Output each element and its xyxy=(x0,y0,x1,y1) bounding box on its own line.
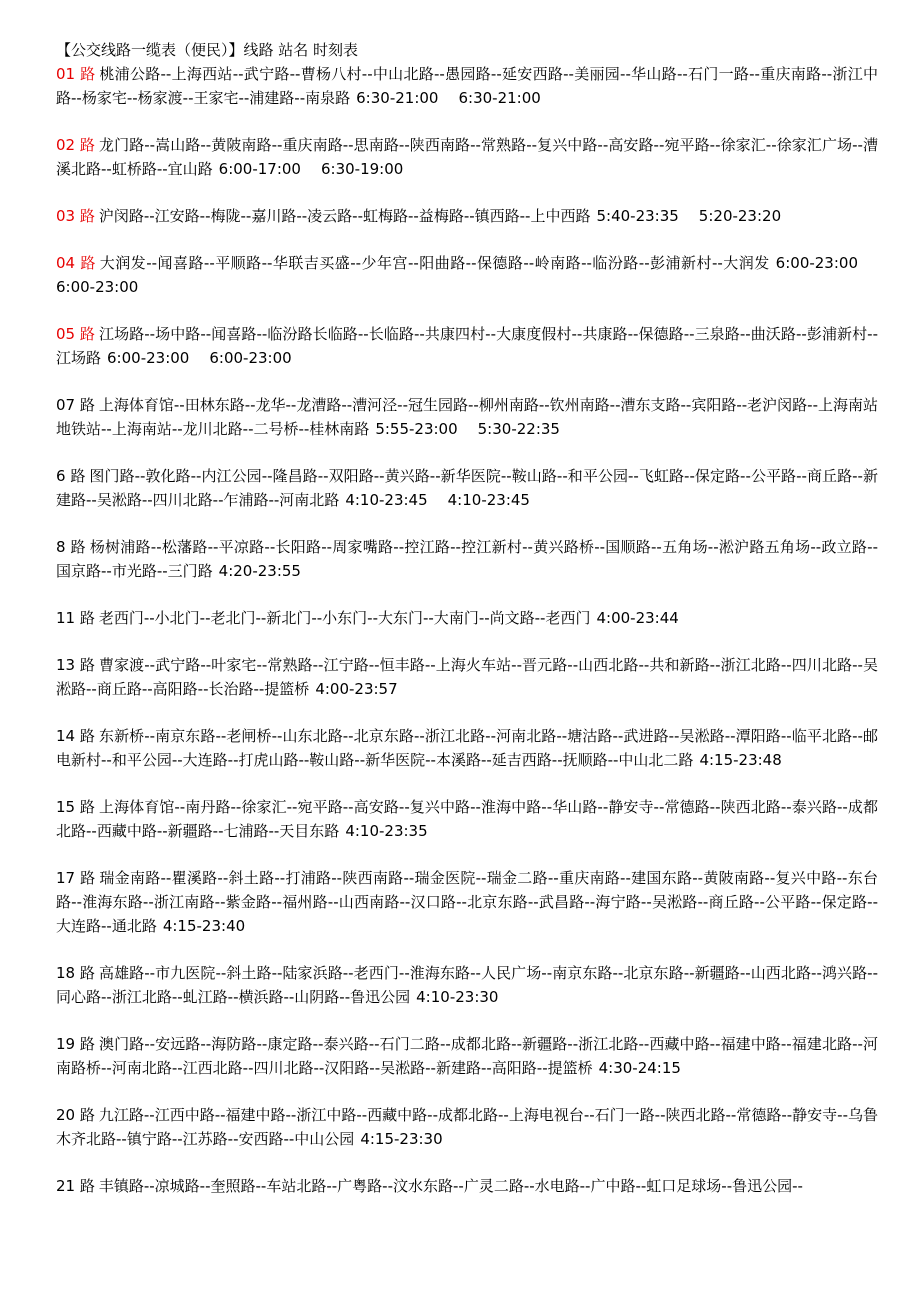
route-entry xyxy=(56,1174,878,1198)
route-entry xyxy=(56,133,878,181)
route-number: 02 路 xyxy=(56,136,96,154)
route-timetable: 6:30-21:00 xyxy=(458,89,541,107)
route-stops: 丰镇路--凉城路--奎照路--车站北路--广粤路--汶水东路--广灵二路--水电路--广中路--虹口足球场--鲁迅公园-- xyxy=(98,1177,803,1195)
route-stops: 上海体育馆--南丹路--徐家汇--宛平路--高安路--复兴中路--淮海中路--华山路--静安寺--常德路--陕西北路--泰兴路--成都北路--西藏中路--新疆路--七浦路--天目东路 xyxy=(56,798,878,840)
route-timetable: 6:00-23:00 xyxy=(209,349,292,367)
route-list xyxy=(56,62,878,1198)
route-timetable: 4:20-23:55 xyxy=(218,562,301,580)
route-entry xyxy=(56,393,878,441)
route-number: 05 路 xyxy=(56,325,96,343)
route-stops: 桃浦公路--上海西站--武宁路--曹杨八村--中山北路--愚园路--延安西路--美丽园--华山路--石门一路--重庆南路--浙江中路--杨家宅--杨家渡--王家宅--浦建路--南泉路 xyxy=(56,65,878,107)
route-stops: 上海体育馆--田林东路--龙华--龙漕路--漕河泾--冠生园路--柳州南路--钦州南路--漕东支路--宾阳路--老沪闵路--上海南站地铁站--上海南站--龙川北路--二号桥--桂林南路 xyxy=(56,396,878,438)
route-entry xyxy=(56,961,878,1009)
route-entry xyxy=(56,1032,878,1080)
route-number: 20 路 xyxy=(56,1106,95,1124)
route-stops: 东新桥--南京东路--老闸桥--山东北路--北京东路--浙江北路--河南北路--塘沽路--武进路--吴淞路--潭阳路--临平北路--邮电新村--和平公园--大连路--打虎山路--鞍山路--新华医院--本溪路--延吉西路--抚顺路--中山北二路 xyxy=(56,727,878,769)
route-timetable: 6:30-19:00 xyxy=(320,160,404,178)
route-entry xyxy=(56,795,878,843)
route-timetable: 5:40-23:35 xyxy=(596,207,679,225)
route-timetable: 6:30-21:00 xyxy=(356,89,439,107)
route-stops: 图门路--敦化路--内江公园--隆昌路--双阳路--黄兴路--新华医院--鞍山路--和平公园--飞虹路--保定路--公平路--商丘路--新建路--吴淞路--四川北路--乍浦路--河南北路 xyxy=(56,467,879,509)
route-timetable: 4:10-23:45 xyxy=(345,491,428,509)
route-number: 17 路 xyxy=(56,869,96,887)
route-stops: 瑞金南路--瞿溪路--斜土路--打浦路--陕西南路--瑞金医院--瑞金二路--重庆南路--建国东路--黄陂南路--复兴中路--东台路--淮海东路--浙江南路--紫金路--福州路--山西南路--汉口路--北京东路--武昌路--海宁路--吴淞路--商丘路--公平路--保定路--大连路--通北路 xyxy=(56,869,878,935)
route-timetable: 4:30-24:15 xyxy=(598,1059,681,1077)
route-stops: 高雄路--市九医院--斜土路--陆家浜路--老西门--淮海东路--人民广场--南京东路--北京东路--新疆路--山西北路--鸿兴路--同心路--浙江北路--虬江路--横浜路--山阴路--鲁迅公园 xyxy=(56,964,878,1006)
route-stops: 澳门路--安远路--海防路--康定路--泰兴路--石门二路--成都北路--新疆路--浙江北路--西藏中路--福建中路--福建北路--河南路桥--河南北路--江西北路--四川北路--汉阳路--吴淞路--新建路--高阳路--提篮桥 xyxy=(56,1035,878,1077)
route-timetable: 6:00-23:00 xyxy=(775,254,858,272)
route-entry xyxy=(56,1103,878,1151)
route-stops: 江场路--场中路--闻喜路--临汾路长临路--长临路--共康四村--大康度假村--共康路--保德路--三泉路--曲沃路--彭浦新村--江场路 xyxy=(56,325,878,367)
route-number: 21 路 xyxy=(56,1177,95,1195)
route-entry xyxy=(56,724,878,772)
route-timetable: 6:00-17:00 xyxy=(218,160,301,178)
route-number: 8 路 xyxy=(56,538,86,556)
route-timetable: 4:10-23:30 xyxy=(416,988,499,1006)
route-number: 11 路 xyxy=(56,609,95,627)
route-number: 01 路 xyxy=(56,65,96,83)
route-stops: 沪闵路--江安路--梅陇--嘉川路--凌云路--虹梅路--益梅路--镇西路--上中西路 xyxy=(98,207,591,225)
route-number: 15 路 xyxy=(56,798,96,816)
route-stops: 龙门路--嵩山路--黄陂南路--重庆南路--思南路--陕西南路--常熟路--复兴中路--高安路--宛平路--徐家汇--徐家汇广场--漕溪北路--虹桥路--宜山路 xyxy=(56,136,878,178)
route-stops: 杨树浦路--松藩路--平凉路--长阳路--周家嘴路--控江路--控江新村--黄兴路桥--国顺路--五角场--淞沪路五角场--政立路--国京路--市光路--三门路 xyxy=(56,538,878,580)
route-stops: 九江路--江西中路--福建中路--浙江中路--西藏中路--成都北路--上海电视台--石门一路--陕西北路--常德路--静安寺--乌鲁木齐北路--镇宁路--江苏路--安西路--中山公园 xyxy=(56,1106,878,1148)
route-timetable: 6:00-23:00 xyxy=(56,278,139,296)
route-entry xyxy=(56,62,878,110)
route-number: 18 路 xyxy=(56,964,96,982)
route-timetable: 4:00-23:44 xyxy=(596,609,679,627)
route-timetable: 6:00-23:00 xyxy=(107,349,190,367)
route-timetable: 4:10-23:45 xyxy=(447,491,530,509)
route-timetable: 5:20-23:20 xyxy=(698,207,782,225)
route-entry xyxy=(56,535,878,583)
document-page xyxy=(56,38,878,1198)
route-entry xyxy=(56,251,878,299)
route-entry xyxy=(56,204,878,228)
route-number: 14 路 xyxy=(56,727,96,745)
route-entry xyxy=(56,866,878,938)
route-timetable: 5:55-23:00 xyxy=(375,420,458,438)
route-number: 19 路 xyxy=(56,1035,96,1053)
route-number: 6 路 xyxy=(56,467,86,485)
route-entry xyxy=(56,653,878,701)
route-number: 03 路 xyxy=(56,207,95,225)
route-entry xyxy=(56,322,878,370)
route-number: 04 路 xyxy=(56,254,96,272)
document-heading: 【公交线路一缆表（便民）】线路 站名 时刻表 xyxy=(56,41,359,59)
route-timetable: 4:15-23:30 xyxy=(360,1130,443,1148)
route-stops: 老西门--小北门--老北门--新北门--小东门--大东门--大南门--尚文路--老西门 xyxy=(98,609,591,627)
route-timetable: 4:00-23:57 xyxy=(315,680,398,698)
route-number: 13 路 xyxy=(56,656,96,674)
route-stops: 曹家渡--武宁路--叶家宅--常熟路--江宁路--恒丰路--上海火车站--晋元路--山西北路--共和新路--浙江北路--四川北路--吴淞路--商丘路--高阳路--长治路--提篮桥 xyxy=(56,656,878,698)
route-stops: 大润发--闻喜路--平顺路--华联吉买盛--少年宫--阳曲路--保德路--岭南路--临汾路--彭浦新村--大润发 xyxy=(99,254,770,272)
route-timetable: 5:30-22:35 xyxy=(477,420,560,438)
route-timetable: 4:15-23:48 xyxy=(699,751,782,769)
route-number: 07 路 xyxy=(56,396,95,414)
route-entry xyxy=(56,606,878,630)
route-timetable: 4:15-23:40 xyxy=(162,917,246,935)
route-timetable: 4:10-23:35 xyxy=(345,822,428,840)
route-entry xyxy=(56,464,878,512)
